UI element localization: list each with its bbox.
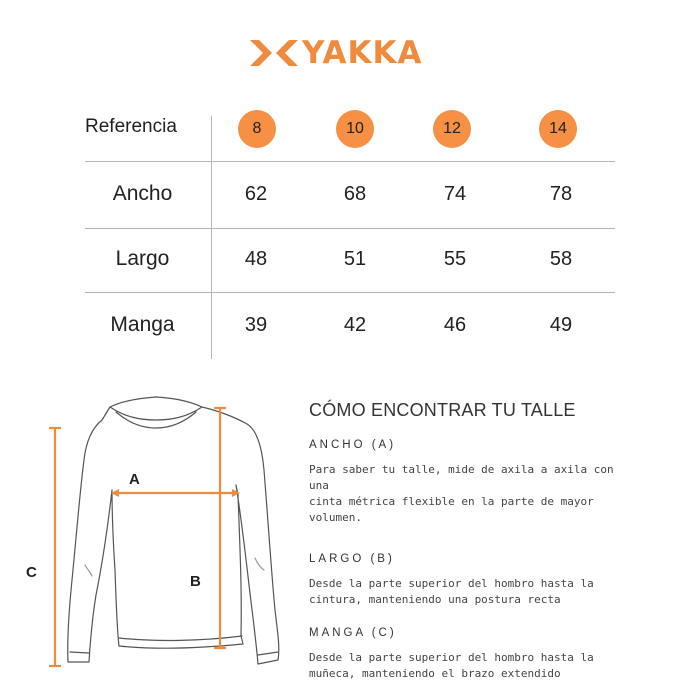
brand-logo-icon	[250, 38, 298, 68]
brand-name: YAKKA	[302, 35, 423, 71]
table-cell: 58	[549, 248, 573, 270]
table-cell: 78	[549, 183, 573, 205]
table-cell: 51	[343, 248, 367, 270]
shirt-outline	[68, 397, 279, 664]
shirt-measurement-diagram	[22, 390, 292, 690]
guide-title: CÓMO ENCONTRAR TU TALLE	[309, 400, 576, 420]
size-badge: 14	[539, 110, 577, 148]
size-badge: 8	[238, 110, 276, 148]
table-cell: 46	[443, 314, 467, 336]
row-label-ancho: Ancho	[112, 182, 173, 205]
row-label-manga: Manga	[110, 313, 175, 336]
measure-label-b: B	[190, 573, 201, 590]
section-body-manga: Desde la parte superior del hombro hasta la muñeca, manteniendo el brazo extendido	[309, 651, 594, 680]
measurement-lines	[49, 408, 240, 666]
size-table	[85, 100, 615, 360]
brand-logo	[250, 36, 445, 70]
measure-label-a: A	[129, 471, 140, 488]
size-badge: 10	[336, 110, 374, 148]
table-header-label: Referencia	[85, 116, 177, 137]
measure-label-c: C	[26, 564, 37, 581]
row-label-largo: Largo	[115, 247, 170, 270]
section-body-ancho: Para saber tu talle, mide de axila a axila con una cinta métrica flexible en la parte de mayor volumen.	[309, 463, 614, 524]
size-guide-instructions	[309, 400, 639, 682]
section-heading-largo: LARGO (B)	[309, 553, 395, 565]
table-cell: 42	[343, 314, 367, 336]
table-cell: 49	[549, 314, 573, 336]
table-divider	[85, 161, 615, 162]
table-divider-vertical	[211, 116, 212, 359]
section-body-largo: Desde la parte superior del hombro hasta la cintura, manteniendo una postura recta	[309, 577, 594, 606]
section-heading-ancho: ANCHO (A)	[309, 439, 397, 451]
table-cell: 39	[244, 314, 268, 336]
table-cell: 48	[244, 248, 268, 270]
table-cell: 55	[443, 248, 467, 270]
section-heading-manga: MANGA (C)	[309, 627, 397, 639]
table-cell: 62	[244, 183, 268, 205]
table-cell: 74	[443, 183, 467, 205]
table-divider	[85, 228, 615, 229]
table-divider	[85, 292, 615, 293]
table-cell: 68	[343, 183, 367, 205]
size-badge: 12	[433, 110, 471, 148]
